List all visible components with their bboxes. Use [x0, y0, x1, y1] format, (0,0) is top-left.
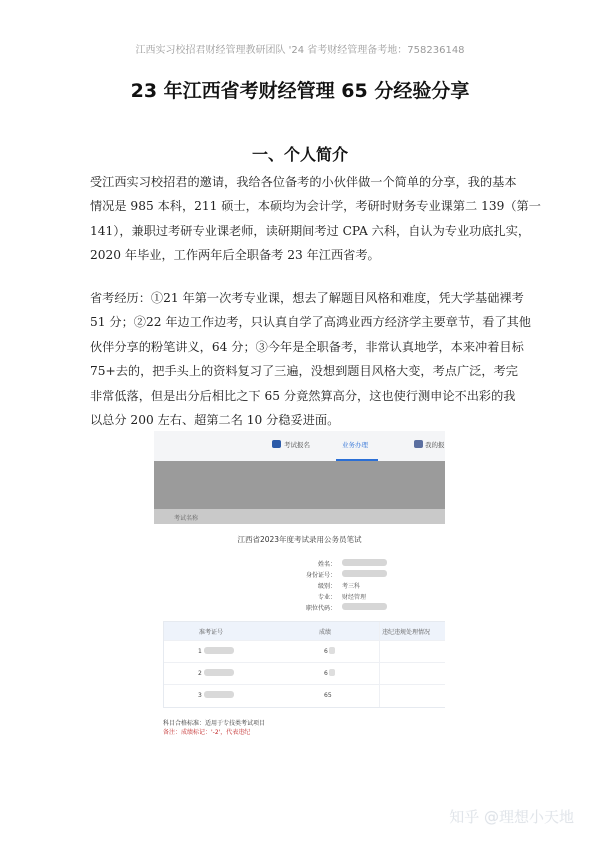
redacted-digit — [329, 669, 335, 676]
info-value: 财经管理 — [342, 594, 367, 601]
score-screenshot — [154, 431, 445, 739]
info-key: 身份证号： — [305, 572, 336, 579]
tab-business[interactable]: 业务办理 — [342, 441, 368, 449]
redacted-value — [342, 559, 387, 566]
header-note: 江西实习校招君财经管理教研团队 '24 省考财经管理备考地：758236148 — [135, 45, 465, 56]
info-position — [264, 603, 444, 613]
table-row — [164, 662, 445, 685]
text-line: 以总分 200 左右、超第二名 10 分稳妥进面。 — [90, 413, 340, 428]
redacted-id — [204, 691, 234, 698]
score-value: 6 — [324, 670, 328, 677]
exam-name-label: 考试名称 — [174, 515, 199, 522]
score-value: 6 — [324, 648, 328, 655]
text-line: 非常低落，但是出分后相比之下 65 分竟然算高分，这也使行测申论不出彩的我 — [90, 388, 516, 403]
info-key: 级别： — [317, 583, 336, 590]
text-line: 75+去的，把手头上的资料复习了三遍，没想到题目风格大变，考点广泛，考完 — [90, 364, 518, 379]
redacted-id — [204, 669, 234, 676]
table-row — [164, 684, 445, 707]
text-line: 伙伴分享的粉笔讲义，64 分；③今年是全职备考，非常认真地学，本来冲着目标 — [90, 339, 524, 354]
text-line: 受江西实习校招君的邀请，我给各位备考的小伙伴做一个简单的分享，我的基本 — [90, 175, 517, 189]
info-key: 专业： — [317, 594, 336, 601]
text-line: 2020 年毕业，工作两年后全职备考 23 年江西省考。 — [90, 248, 380, 263]
register-icon — [272, 440, 281, 448]
row-number: 2 — [198, 670, 202, 677]
table-row — [164, 640, 445, 663]
screenshot-tabbar — [154, 431, 445, 461]
score-value: 65 — [324, 692, 332, 699]
info-key: 职位代码： — [305, 605, 336, 612]
text-line: 情况是 985 本科，211 硕士，本硕均为会计学，考研时财务专业课第二 139（第一 — [90, 199, 541, 214]
info-level — [264, 581, 444, 591]
info-key: 姓名： — [317, 561, 336, 568]
tab-mine[interactable]: 我的报 — [425, 441, 445, 449]
tab-exam-register[interactable]: 考试报名 — [284, 441, 310, 449]
redacted-value — [342, 603, 387, 610]
text-line: 51 分；②22 年边工作边考，只认真自学了高鸿业西方经济学主要章节，看了其他 — [90, 315, 531, 330]
exam-history-paragraph — [90, 286, 531, 432]
table-header — [164, 622, 445, 640]
column-header: 违纪违规处理情况 — [382, 629, 431, 636]
redacted-digit — [329, 647, 335, 654]
section-heading: 一、个人简介 — [251, 145, 348, 164]
remark-note: 备注：成绩标记：'-2'，代表违纪 — [163, 729, 251, 736]
column-header: 准考证号 — [199, 629, 224, 636]
score-table — [163, 621, 445, 708]
page-title: 23 年江西省考财经管理 65 分经验分享 — [130, 80, 470, 102]
intro-paragraph — [90, 170, 541, 268]
text-line: 141），兼职过考研专业课老师，读研期间考过 CPA 六科，自认为专业功底扎实， — [90, 223, 531, 238]
info-major — [264, 592, 444, 602]
column-header: 成绩 — [319, 629, 332, 636]
column-divider — [379, 622, 380, 707]
info-id — [264, 570, 444, 580]
row-number: 1 — [198, 648, 202, 655]
redacted-id — [204, 647, 234, 654]
text-line: 省考经历：①21 年第一次考专业课，想去了解题目风格和难度，凭大学基础裸考 — [90, 291, 524, 305]
pass-standard-note: 科目合格标准：适用于专技类考试项目 — [163, 720, 266, 727]
info-name — [264, 559, 444, 569]
profile-icon — [414, 440, 423, 448]
row-number: 3 — [198, 692, 202, 699]
redacted-value — [342, 570, 387, 577]
info-value: 考三科 — [342, 583, 361, 590]
screenshot-header — [154, 431, 445, 524]
watermark: 知乎 @理想小天地 — [449, 808, 574, 826]
score-title: 江西省2023年度考试录用公务员笔试 — [237, 535, 362, 544]
